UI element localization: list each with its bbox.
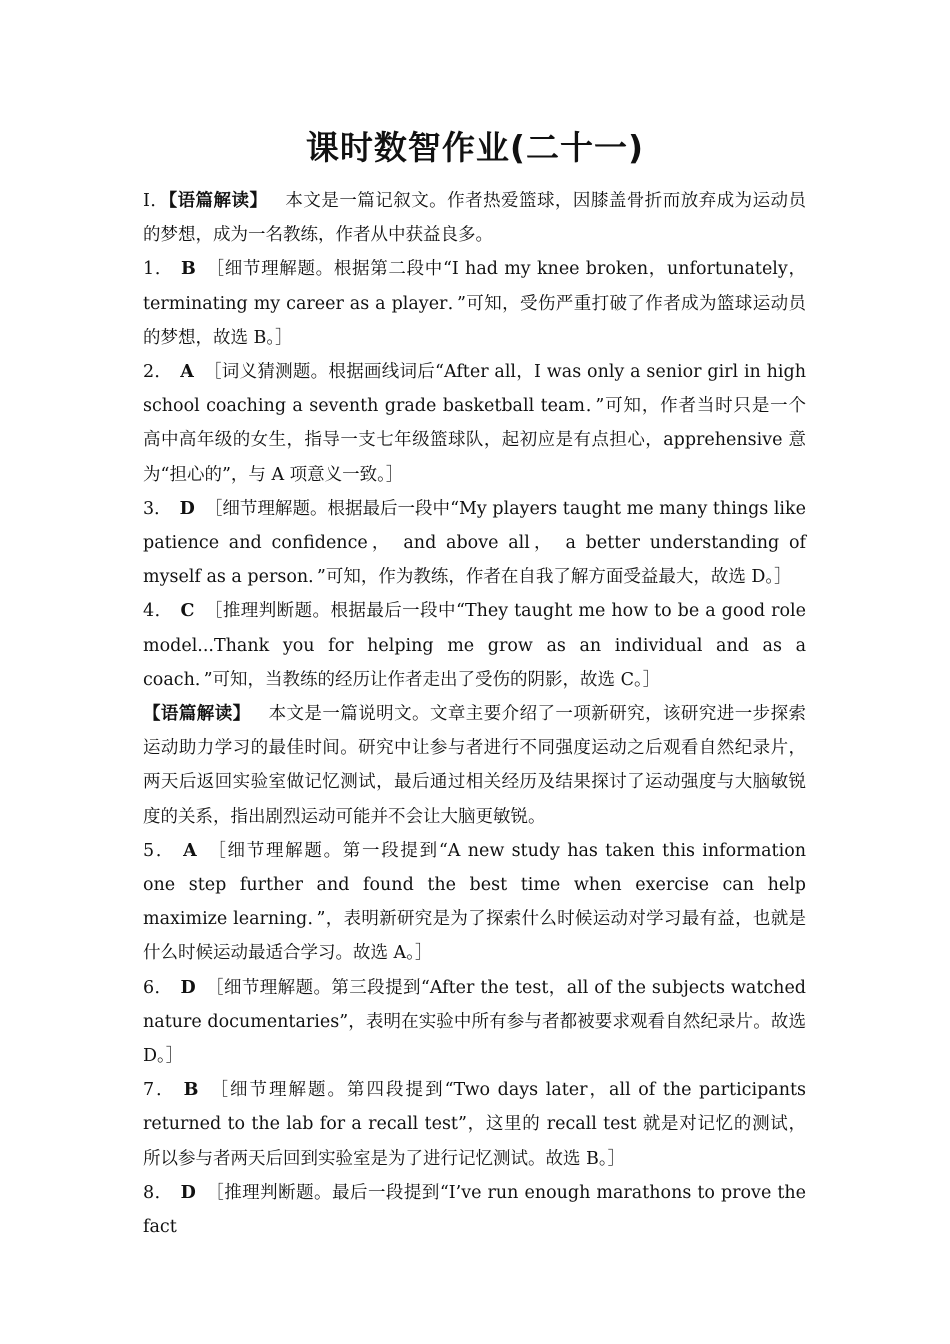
item-answer: A — [180, 362, 194, 383]
section1-text: 本文是一篇记叙文。作者热爱篮球，因膝盖骨折而放弃成为运动员的梦想，成为一名教练，作者从中获益良多。 — [143, 191, 807, 246]
answer-item — [143, 1176, 806, 1244]
item-number: 5． — [143, 840, 176, 861]
answer-content — [143, 184, 806, 1244]
item-explanation: ［细节理解题。第三段提到“After the test，all of the subjects watched nature documentaries”，表明在实验中所有参与者都被要求观看自然纪录片。故选 D。］ — [143, 977, 807, 1067]
item-explanation: ［推理判断题。根据最后一段中“They taught me how to be a good role model...Thank you for helping me grow as an individual and as a coach．”可知，当教练的经历让作者走出了受伤的阴影，故选 C。］ — [143, 601, 806, 690]
page-title: 课时数智作业(二十一) — [305, 128, 645, 167]
item-number: 2． — [143, 362, 173, 383]
reading-analysis-tag: 【语篇解读】 — [168, 191, 268, 211]
section1-prefix: Ⅰ． — [143, 191, 169, 211]
item-number: 6． — [143, 977, 173, 998]
item-explanation: ［细节理解题。根据最后一段中“My players taught me many things like patience and confidence， and above all， a better understanding of myself as a person．”可知，作为教练，作者在自我了解方面受益最大，故选 D。］ — [143, 498, 806, 588]
item-answer: D — [180, 977, 196, 998]
item-explanation: ［词义猜测题。根据画线词后“After all，I was only a senior girl in high school coaching a seventh grade basketball team．”可知，作者当时只是一个高中高年级的女生，指导一支七年级篮球队，起初应是有点担心，apprehensive 意为“担心的”，与 A 项意义一致。］ — [143, 362, 806, 485]
item-answer: A — [183, 840, 197, 861]
item-answer: D — [179, 498, 195, 519]
section2-text: 本文是一篇说明文。文章主要介绍了一项新研究，该研究进一步探索运动助力学习的最佳时间。研究中让参与者进行不同强度运动之后观看自然纪录片，两天后返回实验室做记忆测试，最后通过相关经历及结果探讨了运动强度与大脑敏锐度的关系，指出剧烈运动可能并不会让大脑更敏锐。 — [143, 704, 807, 827]
item-number: 1． — [143, 259, 174, 280]
item-explanation: ［细节理解题。第四段提到“Two days later，all of the participants returned to the lab for a recall test”，这里的 recall test 就是对记忆的测试，所以参与者两天后回到实验室是为了进行记忆测试。故选 B。］ — [143, 1080, 806, 1169]
item-number: 7． — [143, 1080, 176, 1101]
reading-analysis-tag: 【语篇解读】 — [143, 704, 251, 725]
answer-item — [143, 834, 806, 971]
section2-intro — [143, 697, 806, 834]
answer-item — [143, 971, 806, 1074]
item-number: 3． — [143, 498, 172, 519]
item-number: 8． — [143, 1182, 173, 1203]
answer-item — [143, 492, 806, 595]
item-answer: C — [180, 601, 195, 622]
item-explanation: ［细节理解题。根据第二段中“I had my knee broken，unfortunately，terminating my career as a player．”可知，受伤严重打破了作者成为篮球运动员的梦想，故选 B。］ — [143, 259, 806, 348]
item-answer: B — [181, 259, 196, 280]
item-explanation: ［推理判断题。最后一段提到“I’ve run enough marathons to prove the fact — [143, 1182, 806, 1238]
answer-item — [143, 355, 806, 492]
answer-item — [143, 1073, 806, 1176]
answer-item — [143, 594, 806, 697]
item-answer: D — [180, 1182, 196, 1203]
item-answer: B — [183, 1080, 199, 1101]
item-number: 4． — [143, 601, 173, 622]
answer-item — [143, 252, 806, 355]
item-explanation: ［细节理解题。第一段提到“A new study has taken this information one step further and found the best time when exercise can help maximize learning．”，表明新研究是为了探索什么时候运动对学习最有益，也就是什么时候运动最适合学习。故选 A。］ — [143, 840, 806, 964]
section1-intro — [143, 184, 806, 252]
